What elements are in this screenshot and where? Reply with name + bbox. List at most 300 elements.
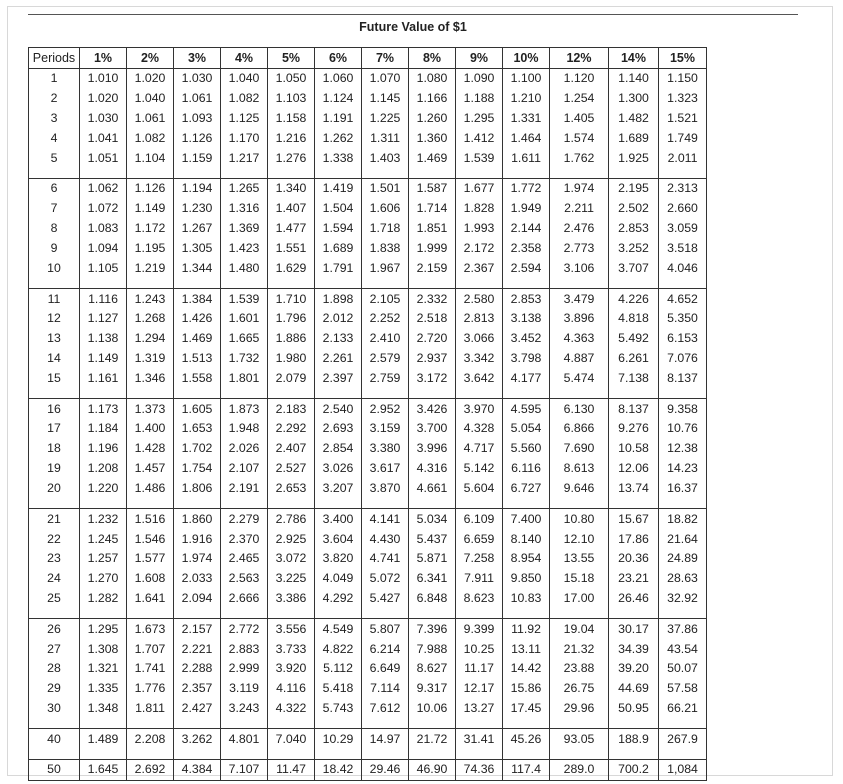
factor-cell: 1.300 <box>609 89 659 109</box>
factor-cell: 4.328 <box>456 419 503 439</box>
factor-cell: 1.216 <box>268 129 315 149</box>
factor-cell: 1.860 <box>174 509 221 529</box>
spacer-cell <box>315 499 362 509</box>
factor-cell: 19.04 <box>550 619 609 639</box>
factor-cell: 1.060 <box>315 69 362 89</box>
table-row <box>29 259 707 279</box>
factor-cell: 20.36 <box>609 549 659 569</box>
factor-cell: 37.86 <box>659 619 707 639</box>
factor-cell: 43.54 <box>659 639 707 659</box>
spacer-cell <box>268 609 315 619</box>
factor-cell: 1.419 <box>315 179 362 199</box>
factor-cell: 1.308 <box>80 639 127 659</box>
spacer-cell <box>127 499 174 509</box>
factor-cell: 14.23 <box>659 459 707 479</box>
factor-cell: 1.070 <box>362 69 409 89</box>
factor-cell: 1.082 <box>221 89 268 109</box>
factor-cell: 29.46 <box>362 759 409 780</box>
period-cell: 11 <box>29 289 80 309</box>
factor-cell: 13.74 <box>609 479 659 499</box>
group-spacer <box>29 499 707 509</box>
factor-cell: 1.191 <box>315 109 362 129</box>
factor-cell: 4.116 <box>268 679 315 699</box>
spacer-cell <box>362 499 409 509</box>
spacer-cell <box>362 609 409 619</box>
factor-cell: 3.733 <box>268 639 315 659</box>
table-row <box>29 659 707 679</box>
spacer-cell <box>29 609 80 619</box>
spacer-cell <box>409 389 456 399</box>
factor-cell: 2.033 <box>174 569 221 589</box>
factor-cell: 5.418 <box>315 679 362 699</box>
factor-cell: 26.75 <box>550 679 609 699</box>
factor-cell: 6.116 <box>503 459 550 479</box>
factor-cell: 1.170 <box>221 129 268 149</box>
table-body <box>29 69 707 781</box>
factor-cell: 3.920 <box>268 659 315 679</box>
spacer-cell <box>409 749 456 759</box>
factor-cell: 1.949 <box>503 199 550 219</box>
period-cell: 22 <box>29 529 80 549</box>
factor-cell: 3.518 <box>659 239 707 259</box>
spacer-cell <box>80 749 127 759</box>
factor-cell: 21.64 <box>659 529 707 549</box>
period-cell: 13 <box>29 329 80 349</box>
spacer-cell <box>609 389 659 399</box>
factor-cell: 4.384 <box>174 759 221 780</box>
spacer-cell <box>659 279 707 289</box>
factor-cell: 3.243 <box>221 699 268 719</box>
spacer-cell <box>362 168 409 178</box>
factor-cell: 1.232 <box>80 509 127 529</box>
factor-cell: 3.386 <box>268 589 315 609</box>
factor-cell: 1.103 <box>268 89 315 109</box>
spacer-cell <box>409 719 456 729</box>
spacer-cell <box>315 609 362 619</box>
factor-cell: 2.540 <box>315 399 362 419</box>
factor-cell: 1.270 <box>80 569 127 589</box>
spacer-cell <box>80 499 127 509</box>
factor-cell: 3.426 <box>409 399 456 419</box>
factor-cell: 1.513 <box>174 349 221 369</box>
factor-cell: 1.577 <box>127 549 174 569</box>
period-cell: 40 <box>29 729 80 749</box>
factor-cell: 3.380 <box>362 439 409 459</box>
factor-cell: 6.214 <box>362 639 409 659</box>
factor-cell: 1.072 <box>80 199 127 219</box>
period-cell: 17 <box>29 419 80 439</box>
factor-cell: 1.116 <box>80 289 127 309</box>
factor-cell: 1.653 <box>174 419 221 439</box>
factor-cell: 5.072 <box>362 569 409 589</box>
period-cell: 21 <box>29 509 80 529</box>
factor-cell: 1.407 <box>268 199 315 219</box>
factor-cell: 2.527 <box>268 459 315 479</box>
factor-cell: 1.551 <box>268 239 315 259</box>
factor-cell: 6.866 <box>550 419 609 439</box>
table-row <box>29 89 707 109</box>
table-row <box>29 699 707 719</box>
spacer-cell <box>127 719 174 729</box>
period-cell: 28 <box>29 659 80 679</box>
table-row <box>29 239 707 259</box>
factor-cell: 1.321 <box>80 659 127 679</box>
factor-cell: 1.265 <box>221 179 268 199</box>
factor-cell: 1.104 <box>127 149 174 169</box>
factor-cell: 1.776 <box>127 679 174 699</box>
factor-cell: 2.410 <box>362 329 409 349</box>
factor-cell: 2.279 <box>221 509 268 529</box>
factor-cell: 1.126 <box>127 179 174 199</box>
header-rate: 10% <box>503 48 550 69</box>
spacer-cell <box>221 609 268 619</box>
table-row <box>29 109 707 129</box>
table-row <box>29 509 707 529</box>
table-row <box>29 179 707 199</box>
factor-cell: 7.076 <box>659 349 707 369</box>
factor-cell: 7.138 <box>609 369 659 389</box>
factor-cell: 3.479 <box>550 289 609 309</box>
factor-cell: 17.00 <box>550 589 609 609</box>
factor-cell: 1.673 <box>127 619 174 639</box>
factor-cell: 12.17 <box>456 679 503 699</box>
factor-cell: 2.157 <box>174 619 221 639</box>
factor-cell: 50.07 <box>659 659 707 679</box>
table-row <box>29 639 707 659</box>
factor-cell: 1.574 <box>550 129 609 149</box>
factor-cell: 4.652 <box>659 289 707 309</box>
factor-cell: 1.469 <box>174 329 221 349</box>
factor-cell: 1.061 <box>174 89 221 109</box>
factor-cell: 1.243 <box>127 289 174 309</box>
spacer-cell <box>80 279 127 289</box>
spacer-cell <box>362 279 409 289</box>
factor-cell: 10.06 <box>409 699 456 719</box>
factor-cell: 1.316 <box>221 199 268 219</box>
factor-cell: 6.153 <box>659 329 707 349</box>
factor-cell: 3.707 <box>609 259 659 279</box>
factor-cell: 1.127 <box>80 309 127 329</box>
factor-cell: 3.262 <box>174 729 221 749</box>
factor-cell: 93.05 <box>550 729 609 749</box>
factor-cell: 1.428 <box>127 439 174 459</box>
spacer-cell <box>550 499 609 509</box>
factor-cell: 1.030 <box>80 109 127 129</box>
spacer-cell <box>268 499 315 509</box>
factor-cell: 1.806 <box>174 479 221 499</box>
spacer-cell <box>29 389 80 399</box>
factor-cell: 1.594 <box>315 219 362 239</box>
spacer-cell <box>174 499 221 509</box>
factor-cell: 1.100 <box>503 69 550 89</box>
factor-cell: 9.646 <box>550 479 609 499</box>
factor-cell: 5.560 <box>503 439 550 459</box>
factor-cell: 5.437 <box>409 529 456 549</box>
spacer-cell <box>659 749 707 759</box>
factor-cell: 2.332 <box>409 289 456 309</box>
factor-cell: 32.92 <box>659 589 707 609</box>
factor-cell: 39.20 <box>609 659 659 679</box>
factor-cell: 9.399 <box>456 619 503 639</box>
spacer-cell <box>80 719 127 729</box>
factor-cell: 1.898 <box>315 289 362 309</box>
factor-cell: 74.36 <box>456 759 503 780</box>
table-row <box>29 219 707 239</box>
table-row <box>29 129 707 149</box>
factor-cell: 2.653 <box>268 479 315 499</box>
factor-cell: 1.161 <box>80 369 127 389</box>
spacer-cell <box>362 749 409 759</box>
factor-cell: 2.370 <box>221 529 268 549</box>
table-row <box>29 329 707 349</box>
factor-cell: 1.400 <box>127 419 174 439</box>
factor-cell: 1.993 <box>456 219 503 239</box>
factor-cell: 5.350 <box>659 309 707 329</box>
factor-cell: 9.850 <box>503 569 550 589</box>
spacer-cell <box>550 279 609 289</box>
table-row <box>29 419 707 439</box>
table-row <box>29 679 707 699</box>
factor-cell: 2.518 <box>409 309 456 329</box>
factor-cell: 1.311 <box>362 129 409 149</box>
header-rate: 3% <box>174 48 221 69</box>
factor-cell: 1.172 <box>127 219 174 239</box>
factor-cell: 4.322 <box>268 699 315 719</box>
factor-cell: 2.252 <box>362 309 409 329</box>
factor-cell: 3.225 <box>268 569 315 589</box>
spacer-cell <box>503 279 550 289</box>
spacer-cell <box>609 168 659 178</box>
factor-cell: 1.967 <box>362 259 409 279</box>
factor-cell: 1.125 <box>221 109 268 129</box>
spacer-cell <box>659 609 707 619</box>
spacer-cell <box>268 168 315 178</box>
factor-cell: 7.114 <box>362 679 409 699</box>
factor-cell: 3.996 <box>409 439 456 459</box>
factor-cell: 1.219 <box>127 259 174 279</box>
factor-cell: 700.2 <box>609 759 659 780</box>
factor-cell: 1.158 <box>268 109 315 129</box>
factor-cell: 1,084 <box>659 759 707 780</box>
factor-cell: 1.480 <box>221 259 268 279</box>
factor-cell: 3.119 <box>221 679 268 699</box>
spacer-cell <box>503 719 550 729</box>
factor-cell: 1.772 <box>503 179 550 199</box>
spacer-cell <box>80 389 127 399</box>
factor-cell: 3.342 <box>456 349 503 369</box>
factor-cell: 1.276 <box>268 149 315 169</box>
factor-cell: 1.689 <box>609 129 659 149</box>
factor-cell: 2.094 <box>174 589 221 609</box>
factor-cell: 188.9 <box>609 729 659 749</box>
factor-cell: 1.749 <box>659 129 707 149</box>
factor-cell: 1.082 <box>127 129 174 149</box>
factor-cell: 2.854 <box>315 439 362 459</box>
spacer-cell <box>29 719 80 729</box>
factor-cell: 1.080 <box>409 69 456 89</box>
factor-cell: 1.521 <box>659 109 707 129</box>
factor-cell: 1.423 <box>221 239 268 259</box>
factor-cell: 1.040 <box>221 69 268 89</box>
factor-cell: 12.38 <box>659 439 707 459</box>
factor-cell: 2.211 <box>550 199 609 219</box>
factor-cell: 6.261 <box>609 349 659 369</box>
spacer-cell <box>174 279 221 289</box>
spacer-cell <box>315 279 362 289</box>
spacer-cell <box>362 389 409 399</box>
factor-cell: 1.791 <box>315 259 362 279</box>
factor-cell: 1.762 <box>550 149 609 169</box>
factor-cell: 1.665 <box>221 329 268 349</box>
factor-cell: 2.692 <box>127 759 174 780</box>
factor-cell: 4.292 <box>315 589 362 609</box>
factor-cell: 3.252 <box>609 239 659 259</box>
factor-cell: 31.41 <box>456 729 503 749</box>
factor-cell: 2.786 <box>268 509 315 529</box>
factor-cell: 1.539 <box>456 149 503 169</box>
factor-cell: 1.257 <box>80 549 127 569</box>
factor-cell: 1.041 <box>80 129 127 149</box>
header-rate: 14% <box>609 48 659 69</box>
factor-cell: 1.105 <box>80 259 127 279</box>
spacer-cell <box>503 499 550 509</box>
factor-cell: 4.822 <box>315 639 362 659</box>
factor-cell: 1.828 <box>456 199 503 219</box>
spacer-cell <box>127 609 174 619</box>
factor-cell: 1.210 <box>503 89 550 109</box>
period-cell: 50 <box>29 759 80 780</box>
factor-cell: 3.207 <box>315 479 362 499</box>
spacer-cell <box>609 749 659 759</box>
table-row <box>29 309 707 329</box>
factor-cell: 2.183 <box>268 399 315 419</box>
period-cell: 18 <box>29 439 80 459</box>
spacer-cell <box>221 168 268 178</box>
factor-cell: 8.613 <box>550 459 609 479</box>
factor-cell: 2.407 <box>268 439 315 459</box>
header-rate: 6% <box>315 48 362 69</box>
period-cell: 5 <box>29 149 80 169</box>
spacer-cell <box>29 499 80 509</box>
spacer-cell <box>659 499 707 509</box>
factor-cell: 2.925 <box>268 529 315 549</box>
spacer-cell <box>409 499 456 509</box>
period-cell: 16 <box>29 399 80 419</box>
factor-cell: 6.659 <box>456 529 503 549</box>
factor-cell: 1.886 <box>268 329 315 349</box>
factor-cell: 1.166 <box>409 89 456 109</box>
factor-cell: 1.999 <box>409 239 456 259</box>
table-row <box>29 589 707 609</box>
factor-cell: 1.501 <box>362 179 409 199</box>
factor-cell: 1.974 <box>174 549 221 569</box>
spacer-cell <box>659 389 707 399</box>
spacer-cell <box>221 389 268 399</box>
factor-cell: 1.710 <box>268 289 315 309</box>
factor-cell: 1.489 <box>80 729 127 749</box>
factor-cell: 6.649 <box>362 659 409 679</box>
spacer-cell <box>456 168 503 178</box>
factor-cell: 3.059 <box>659 219 707 239</box>
factor-cell: 5.604 <box>456 479 503 499</box>
factor-cell: 1.645 <box>80 759 127 780</box>
table-row <box>29 349 707 369</box>
period-cell: 14 <box>29 349 80 369</box>
group-spacer <box>29 389 707 399</box>
factor-cell: 1.558 <box>174 369 221 389</box>
period-cell: 1 <box>29 69 80 89</box>
factor-cell: 3.159 <box>362 419 409 439</box>
factor-cell: 3.604 <box>315 529 362 549</box>
factor-cell: 13.27 <box>456 699 503 719</box>
factor-cell: 1.093 <box>174 109 221 129</box>
factor-cell: 2.011 <box>659 149 707 169</box>
spacer-cell <box>221 749 268 759</box>
header-rate: 2% <box>127 48 174 69</box>
factor-cell: 13.55 <box>550 549 609 569</box>
table-row <box>29 399 707 419</box>
factor-cell: 17.86 <box>609 529 659 549</box>
spacer-cell <box>221 719 268 729</box>
factor-cell: 1.294 <box>127 329 174 349</box>
factor-cell: 2.594 <box>503 259 550 279</box>
factor-cell: 3.820 <box>315 549 362 569</box>
factor-cell: 18.82 <box>659 509 707 529</box>
factor-cell: 1.605 <box>174 399 221 419</box>
period-cell: 25 <box>29 589 80 609</box>
spacer-cell <box>174 389 221 399</box>
factor-cell: 2.666 <box>221 589 268 609</box>
factor-cell: 1.504 <box>315 199 362 219</box>
period-cell: 30 <box>29 699 80 719</box>
factor-cell: 2.191 <box>221 479 268 499</box>
factor-cell: 2.476 <box>550 219 609 239</box>
factor-cell: 2.208 <box>127 729 174 749</box>
factor-cell: 4.430 <box>362 529 409 549</box>
factor-cell: 2.397 <box>315 369 362 389</box>
factor-cell: 1.020 <box>127 69 174 89</box>
factor-cell: 267.9 <box>659 729 707 749</box>
header-rate: 12% <box>550 48 609 69</box>
spacer-cell <box>29 279 80 289</box>
period-cell: 29 <box>29 679 80 699</box>
spacer-cell <box>80 609 127 619</box>
table-row <box>29 759 707 780</box>
factor-cell: 3.400 <box>315 509 362 529</box>
spacer-cell <box>609 719 659 729</box>
factor-cell: 1.587 <box>409 179 456 199</box>
factor-cell: 7.988 <box>409 639 456 659</box>
spacer-cell <box>609 499 659 509</box>
spacer-cell <box>503 749 550 759</box>
factor-cell: 1.403 <box>362 149 409 169</box>
factor-cell: 1.851 <box>409 219 456 239</box>
factor-cell: 1.340 <box>268 179 315 199</box>
factor-cell: 1.194 <box>174 179 221 199</box>
factor-cell: 1.346 <box>127 369 174 389</box>
factor-cell: 7.396 <box>409 619 456 639</box>
factor-cell: 1.282 <box>80 589 127 609</box>
factor-cell: 1.948 <box>221 419 268 439</box>
factor-cell: 1.714 <box>409 199 456 219</box>
factor-cell: 4.049 <box>315 569 362 589</box>
table-row <box>29 69 707 89</box>
table-row <box>29 459 707 479</box>
factor-cell: 2.660 <box>659 199 707 219</box>
factor-cell: 8.954 <box>503 549 550 569</box>
period-cell: 10 <box>29 259 80 279</box>
factor-cell: 1.305 <box>174 239 221 259</box>
